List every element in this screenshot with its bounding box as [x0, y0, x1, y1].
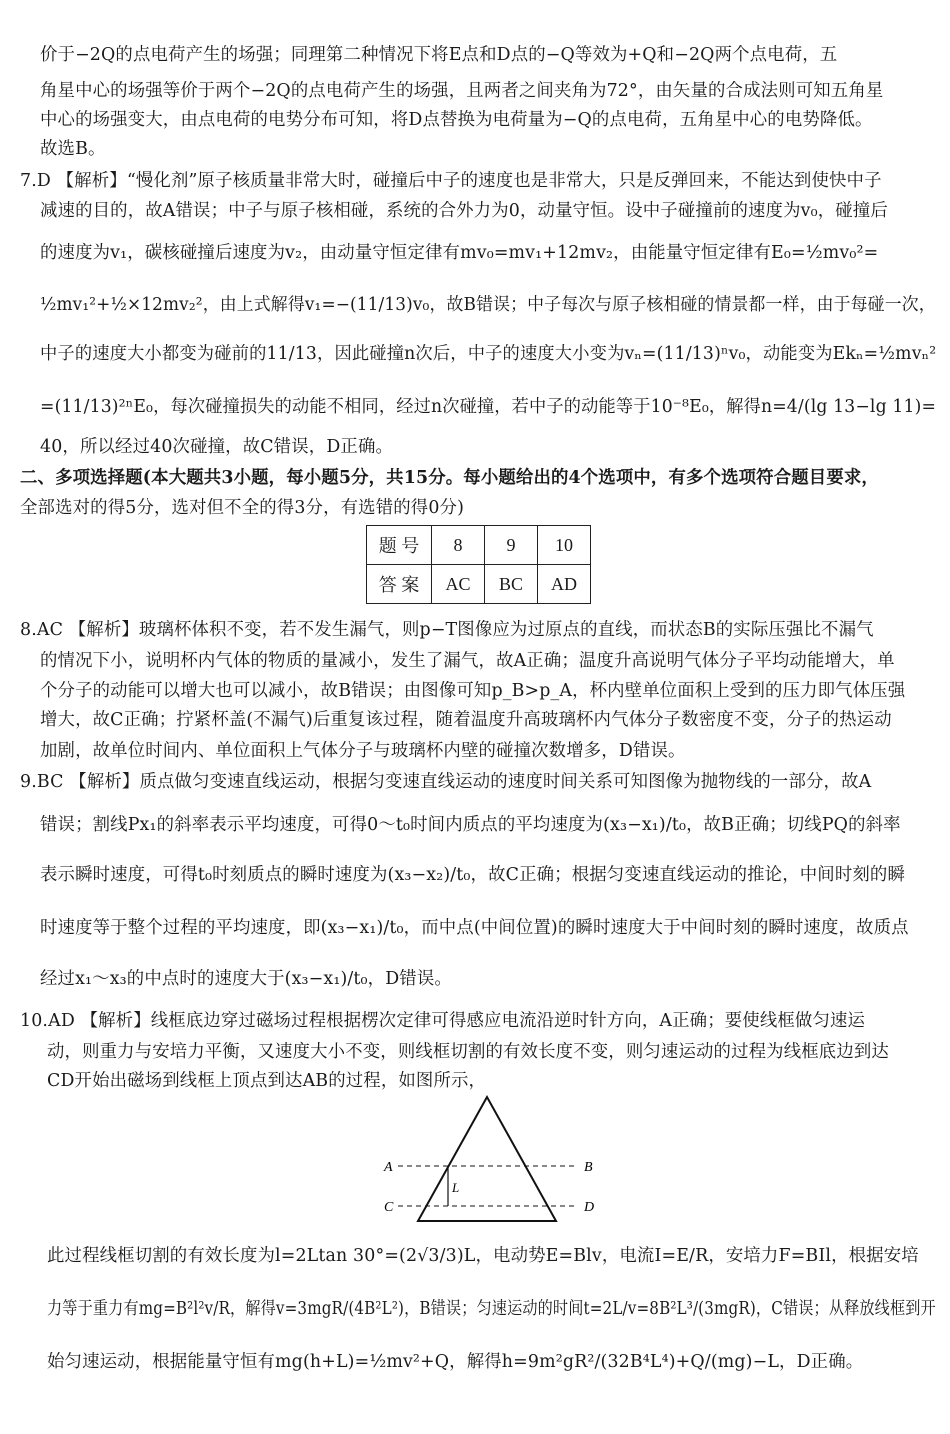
- answer-10-line: 10.AD 【解析】线框底边穿过磁场过程根据楞次定律可得感应电流沿逆时针方向，A正确；要使线框做匀速运: [20, 1011, 866, 1031]
- text-line: =(11/13)²ⁿE₀，每次碰撞损失的动能不相同，经过n次碰撞，若中子的动能等于10⁻⁸E₀，解得n=4/(lg 13−lg 11)=: [40, 397, 937, 417]
- text-line: 力等于重力有mg=B²l²v/R，解得v=3mgR/(4B²L²)，B错误；匀速运动的时间t=2L/v=8B²L³/(3mgR)，C错误；从释放线框到开: [47, 1299, 936, 1319]
- table-row: [367, 565, 591, 604]
- text-line: 增大，故C正确；拧紧杯盖(不漏气)后重复该过程，随着温度升高玻璃杯内气体分子数密度不变，分子的热运动: [40, 710, 892, 730]
- text-line: 故选B。: [40, 139, 106, 159]
- text-line: 个分子的动能可以增大也可以减小，故B错误；由图像可知p_B>p_A，杯内壁单位面积上受到的压力即气体压强: [40, 681, 906, 701]
- text-line: 动，则重力与安培力平衡，又速度大小不变，则线框切割的有效长度不变，则匀速运动的过程为线框底边到达: [47, 1042, 889, 1062]
- text-line: 错误；割线Px₁的斜率表示平均速度，可得0～t₀时间内质点的平均速度为(x₃−x₁)/t₀，故B正确；切线PQ的斜率: [40, 815, 901, 835]
- table-row: [367, 526, 591, 565]
- table-cell: AD: [538, 565, 591, 604]
- table-cell: 题 号: [367, 526, 432, 565]
- table-cell: 10: [538, 526, 591, 565]
- text-line: 此过程线框切割的有效长度为l=2Ltan 30°=(2√3/3)L，电动势E=Blv，电流I=E/R，安培力F=BIl，根据安培: [47, 1246, 919, 1266]
- answer-8-line: 8.AC 【解析】玻璃杯体积不变，若不发生漏气，则p−T图像应为过原点的直线，而状态B的实际压强比不漏气: [20, 620, 874, 640]
- text-line: CD开始出磁场到线框上顶点到达AB的过程，如图所示，: [47, 1071, 487, 1091]
- text-line: 时速度等于整个过程的平均速度，即(x₃−x₁)/t₀，而中点(中间位置)的瞬时速度大于中间时刻的瞬时速度，故质点: [40, 918, 909, 938]
- label-a: A: [384, 1160, 393, 1175]
- triangle-frame: [418, 1097, 556, 1221]
- text-line: 全部选对的得5分，选对但不全的得3分，有选错的得0分): [20, 498, 465, 518]
- text-line: 表示瞬时速度，可得t₀时刻质点的瞬时速度为(x₃−x₂)/t₀，故C正确；根据匀变速直线运动的推论，中间时刻的瞬: [40, 865, 905, 885]
- triangle-frame-diagram: [378, 1090, 608, 1230]
- table-cell: 9: [485, 526, 538, 565]
- answer-7-line: 7.D 【解析】“慢化剂”原子核质量非常大时，碰撞后中子的速度也是非常大，只是反弹回来，不能达到使快中子: [20, 171, 882, 191]
- label-c: C: [384, 1200, 394, 1215]
- text-line: 中子的速度大小都变为碰前的11/13，因此碰撞n次后，中子的速度大小变为vₙ=(11/13)ⁿv₀，动能变为Ekₙ=½mvₙ²: [40, 344, 937, 364]
- table-cell: BC: [485, 565, 538, 604]
- table-cell: 答 案: [367, 565, 432, 604]
- answer-9-line: 9.BC 【解析】质点做匀变速直线运动，根据匀变速直线运动的速度时间关系可知图像为抛物线的一部分，故A: [20, 772, 872, 792]
- text-line: 中心的场强变大，由点电荷的电势分布可知，将D点替换为电荷量为−Q的点电荷，五角星中心的电势降低。: [40, 110, 873, 130]
- table-cell: AC: [432, 565, 485, 604]
- text-line: 减速的目的，故A错误；中子与原子核相碰，系统的合外力为0，动量守恒。设中子碰撞前的速度为v₀，碰撞后: [40, 201, 888, 221]
- text-line: 经过x₁～x₃的中点时的速度大于(x₃−x₁)/t₀，D错误。: [40, 969, 452, 989]
- text-line: 角星中心的场强等价于两个−2Q的点电荷产生的场强，且两者之间夹角为72°，由矢量的合成法则可知五角星: [40, 81, 884, 101]
- text-line: 始匀速运动，根据能量守恒有mg(h+L)=½mv²+Q，解得h=9m²gR²/(32B⁴L⁴)+Q/(mg)−L，D正确。: [47, 1352, 864, 1372]
- section-heading: 二、多项选择题(本大题共3小题，每小题5分，共15分。每小题给出的4个选项中，有多个选项符合题目要求，: [20, 468, 879, 488]
- text-line: 40，所以经过40次碰撞，故C错误，D正确。: [40, 437, 394, 457]
- label-l: L: [452, 1180, 460, 1195]
- answer-table: [366, 525, 591, 604]
- table-cell: 8: [432, 526, 485, 565]
- text-line: 价于−2Q的点电荷产生的场强；同理第二种情况下将E点和D点的−Q等效为+Q和−2Q两个点电荷，五: [40, 45, 838, 65]
- text-line: 的速度为v₁，碳核碰撞后速度为v₂，由动量守恒定律有mv₀=mv₁+12mv₂，由能量守恒定律有E₀=½mv₀²=: [40, 243, 879, 263]
- label-d: D: [584, 1200, 595, 1215]
- text-line: 加剧，故单位时间内、单位面积上气体分子与玻璃杯内壁的碰撞次数增多，D错误。: [40, 741, 686, 761]
- text-line: 的情况下小，说明杯内气体的物质的量减小，发生了漏气，故A正确；温度升高说明气体分子平均动能增大，单: [40, 651, 895, 671]
- label-b: B: [584, 1160, 593, 1175]
- text-line: ½mv₁²+½×12mv₂²，由上式解得v₁=−(11/13)v₀，故B错误；中子每次与原子核相碰的情景都一样，由于每碰一次，: [40, 295, 936, 315]
